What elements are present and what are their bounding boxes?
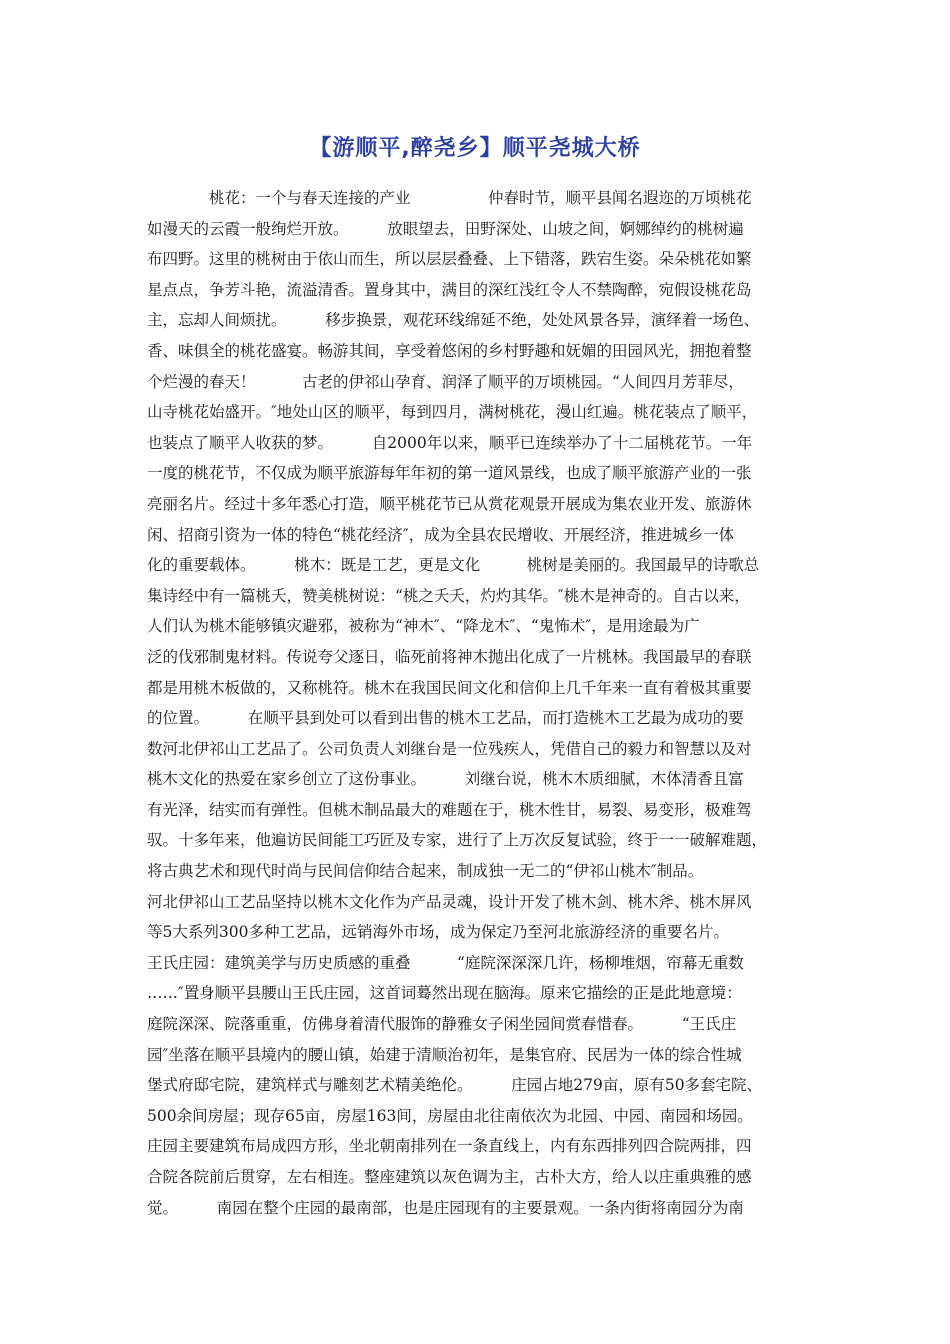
text-line: 人们认为桃木能够镇灾避邪，被称为“神木″、“降龙木″、“鬼怖术″，是用途最为广	[147, 617, 700, 636]
text-line: 园″坐落在顺平县境内的腰山镇，始建于清顺治初年，是集官府、民居为一体的综合性城	[147, 1045, 742, 1064]
text-line: 化的重要载体。 桃木：既是工艺，更是文化 桃树是美丽的。我国最早的诗歌总	[147, 556, 760, 575]
text-line: 500余间房屋；现存65亩，房屋163间，房屋由北往南依次为北园、中园、南园和场园。	[147, 1106, 753, 1125]
text-line: 集诗经中有一篇桃夭，赞美桃树说：“桃之夭夭，灼灼其华。″桃木是神奇的。自古以来，	[147, 586, 750, 605]
text-line: 都是用桃木板做的，又称桃符。桃木在我国民间文化和信仰上几千年来一直有着极其重要	[147, 678, 752, 697]
text-line: 王氏庄园：建筑美学与历史质感的重叠 “庭院深深深几许，杨柳堆烟，帘幕无重数	[147, 953, 744, 972]
text-line: 也装点了顺平人收获的梦。 自2000年以来，顺平已连续举办了十二届桃花节。一年	[147, 433, 753, 452]
text-line: 堡式府邸宅院，建筑样式与雕刻艺术精美绝伦。 庄园占地279亩，原有50多套宅院、	[147, 1076, 763, 1095]
text-line: 数河北伊祁山工艺品了。公司负责人刘继台是一位残疾人，凭借自己的毅力和智慧以及对	[147, 739, 752, 758]
text-line: 山寺桃花始盛开。″地处山区的顺平，每到四月，满树桃花，漫山红遍。桃花装点了顺平，	[147, 403, 758, 422]
text-line: 一度的桃花节，不仅成为顺平旅游每年年初的第一道风景线，也成了顺平旅游产业的一张	[147, 464, 752, 483]
text-line: 香、味俱全的桃花盛宴。畅游其间，享受着悠闲的乡村野趣和妩媚的田园风光，拥抱着整	[147, 341, 752, 360]
text-line: 觉。 南园在整个庄园的最南部，也是庄园现有的主要景观。一条内街将南园分为南	[147, 1198, 744, 1217]
text-line: 庭院深深、院落重重，仿佛身着清代服饰的静雅女子闲坐园间赏春惜春。 “王氏庄	[147, 1015, 737, 1034]
document-body	[147, 183, 807, 1223]
text-line: 桃木文化的热爱在家乡创立了这份事业。 刘继台说，桃木木质细腻，木体清香且富	[147, 770, 744, 789]
text-line: 主，忘却人间烦扰。 移步换景，观花环线绵延不绝，处处风景各异，演绎着一场色、	[147, 311, 760, 330]
text-line: 合院各院前后贯穿，左右相连。整座建筑以灰色调为主，古朴大方，给人以庄重典雅的感	[147, 1168, 752, 1186]
text-line: 等5大系列300多种工艺品，远销海外市场，成为保定乃至河北旅游经济的重要名片。	[147, 923, 729, 942]
text-line: 驭。十多年来，他遍访民间能工巧匠及专家，进行了上万次反复试验，终于一一破解难题，	[147, 831, 768, 850]
text-line: 泛的伐邪制鬼材料。传说夸父逐日，临死前将神木抛出化成了一片桃林。我国最早的春联	[147, 647, 752, 666]
text-line: 如漫天的云霞一般绚烂开放。 放眼望去，田野深处、山坡之间，婀娜绰约的桃树遍	[147, 219, 744, 238]
text-line: ……″置身顺平县腰山王氏庄园，这首词蓦然出现在脑海。原来它描绘的正是此地意境：	[147, 984, 742, 1003]
text-line: 布四野。这里的桃树由于依山而生，所以层层叠叠、上下错落，跌宕生姿。朵朵桃花如繁	[147, 250, 752, 269]
text-line: 河北伊祁山工艺品坚持以桃木文化作为产品灵魂，设计开发了桃木剑、桃木斧、桃木屏风	[147, 892, 752, 911]
text-line: 亮丽名片。经过十多年悉心打造，顺平桃花节已从赏花观景开展成为集农业开发、旅游休	[147, 494, 752, 513]
text-line: 将古典艺术和现代时尚与民间信仰结合起来，制成独一无二的“伊祁山桃木″制品。	[147, 862, 704, 881]
text-line: 星点点，争芳斗艳，流溢清香。置身其中，满目的深红浅红令人不禁陶醉，宛假设桃花岛	[147, 280, 752, 299]
text-line: 有光泽，结实而有弹性。但桃木制品最大的难题在于，桃木性甘，易裂、易变形，极难驾	[147, 800, 752, 819]
text-line: 个烂漫的春天！ 古老的伊祁山孕育、润泽了顺平的万顷桃园。“人间四月芳菲尽，	[147, 372, 744, 391]
text-line: 庄园主要建筑布局成四方形，坐北朝南排列在一条直线上，内有东西排列四合院两排，四	[147, 1137, 752, 1156]
text-line: 的位置。 在顺平县到处可以看到出售的桃木工艺品，而打造桃木工艺最为成功的要	[147, 709, 744, 728]
document-title: 【游顺平,醉尧乡】顺平尧城大桥	[309, 136, 641, 161]
text-line: 闲、招商引资为一体的特色“桃花经济″，成为全县农民增收、开展经济，推进城乡一体	[147, 525, 735, 544]
text-line: 桃花：一个与春天连接的产业 仲春时节，顺平县闻名遐迩的万顷桃花	[147, 189, 752, 207]
